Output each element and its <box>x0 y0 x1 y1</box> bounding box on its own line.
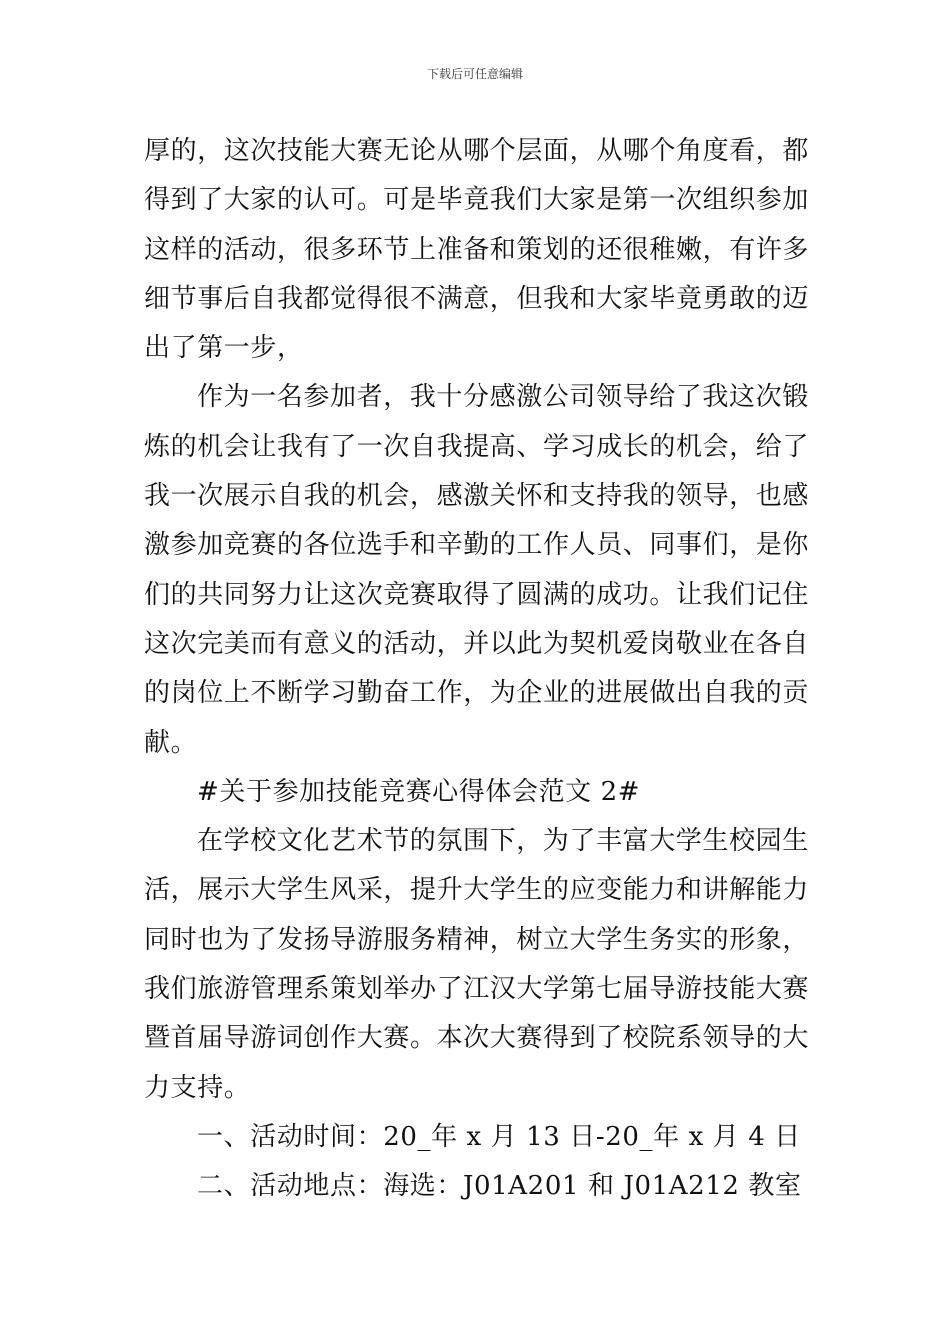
text-line: 的岗位上不断学习勤奋工作，为企业的进展做出自我的贡 <box>144 678 810 709</box>
text-line: 献。 <box>144 727 198 758</box>
page-header: 下载后可任意编辑 <box>426 67 523 81</box>
list-item-activity-time: 一、活动时间：20_年 x 月 13 日-20_年 x 月 4 日 <box>197 1121 801 1152</box>
text-line: 这样的活动，很多环节上准备和策划的还很稚嫩，有许多 <box>144 234 810 265</box>
text-line: 出了第一步， <box>144 333 304 364</box>
text-line: 同时也为了发扬导游服务精神，树立大学生务实的形象， <box>144 924 810 955</box>
document-body <box>144 127 808 1212</box>
text-line: 得到了大家的认可。可是毕竟我们大家是第一次组织参加 <box>144 185 810 216</box>
text-line: 我们旅游管理系策划举办了江汉大学第七届导游技能大赛 <box>144 974 810 1005</box>
text-line: 暨首届导游词创作大赛。本次大赛得到了校院系领导的大 <box>144 1023 810 1054</box>
text-line: 我一次展示自我的机会，感激关怀和支持我的领导，也感 <box>144 481 810 512</box>
section-heading: #关于参加技能竞赛心得体会范文 2# <box>197 776 641 807</box>
text-line: 细节事后自我都觉得很不满意，但我和大家毕竟勇敢的迈 <box>144 283 810 314</box>
text-line: 炼的机会让我有了一次自我提高、学习成长的机会，给了 <box>144 431 810 462</box>
text-line: 力支持。 <box>144 1072 251 1103</box>
text-line: 活，展示大学生风采，提升大学生的应变能力和讲解能力 <box>144 875 810 906</box>
text-line: 们的共同努力让这次竞赛取得了圆满的成功。让我们记住 <box>144 579 810 610</box>
text-line: 作为一名参加者，我十分感激公司领导给了我这次锻 <box>197 382 809 413</box>
list-item-activity-location: 二、活动地点：海选：J01A201 和 J01A212 教室 <box>197 1171 802 1202</box>
text-line: 这次完美而有意义的活动，并以此为契机爱岗敬业在各自 <box>144 628 810 659</box>
text-line: 激参加竞赛的各位选手和辛勤的工作人员、同事们，是你 <box>144 530 810 561</box>
text-line: 在学校文化艺术节的氛围下，为了丰富大学生校园生 <box>197 826 809 857</box>
text-line: 厚的，这次技能大赛无论从哪个层面，从哪个角度看，都 <box>144 136 810 166</box>
